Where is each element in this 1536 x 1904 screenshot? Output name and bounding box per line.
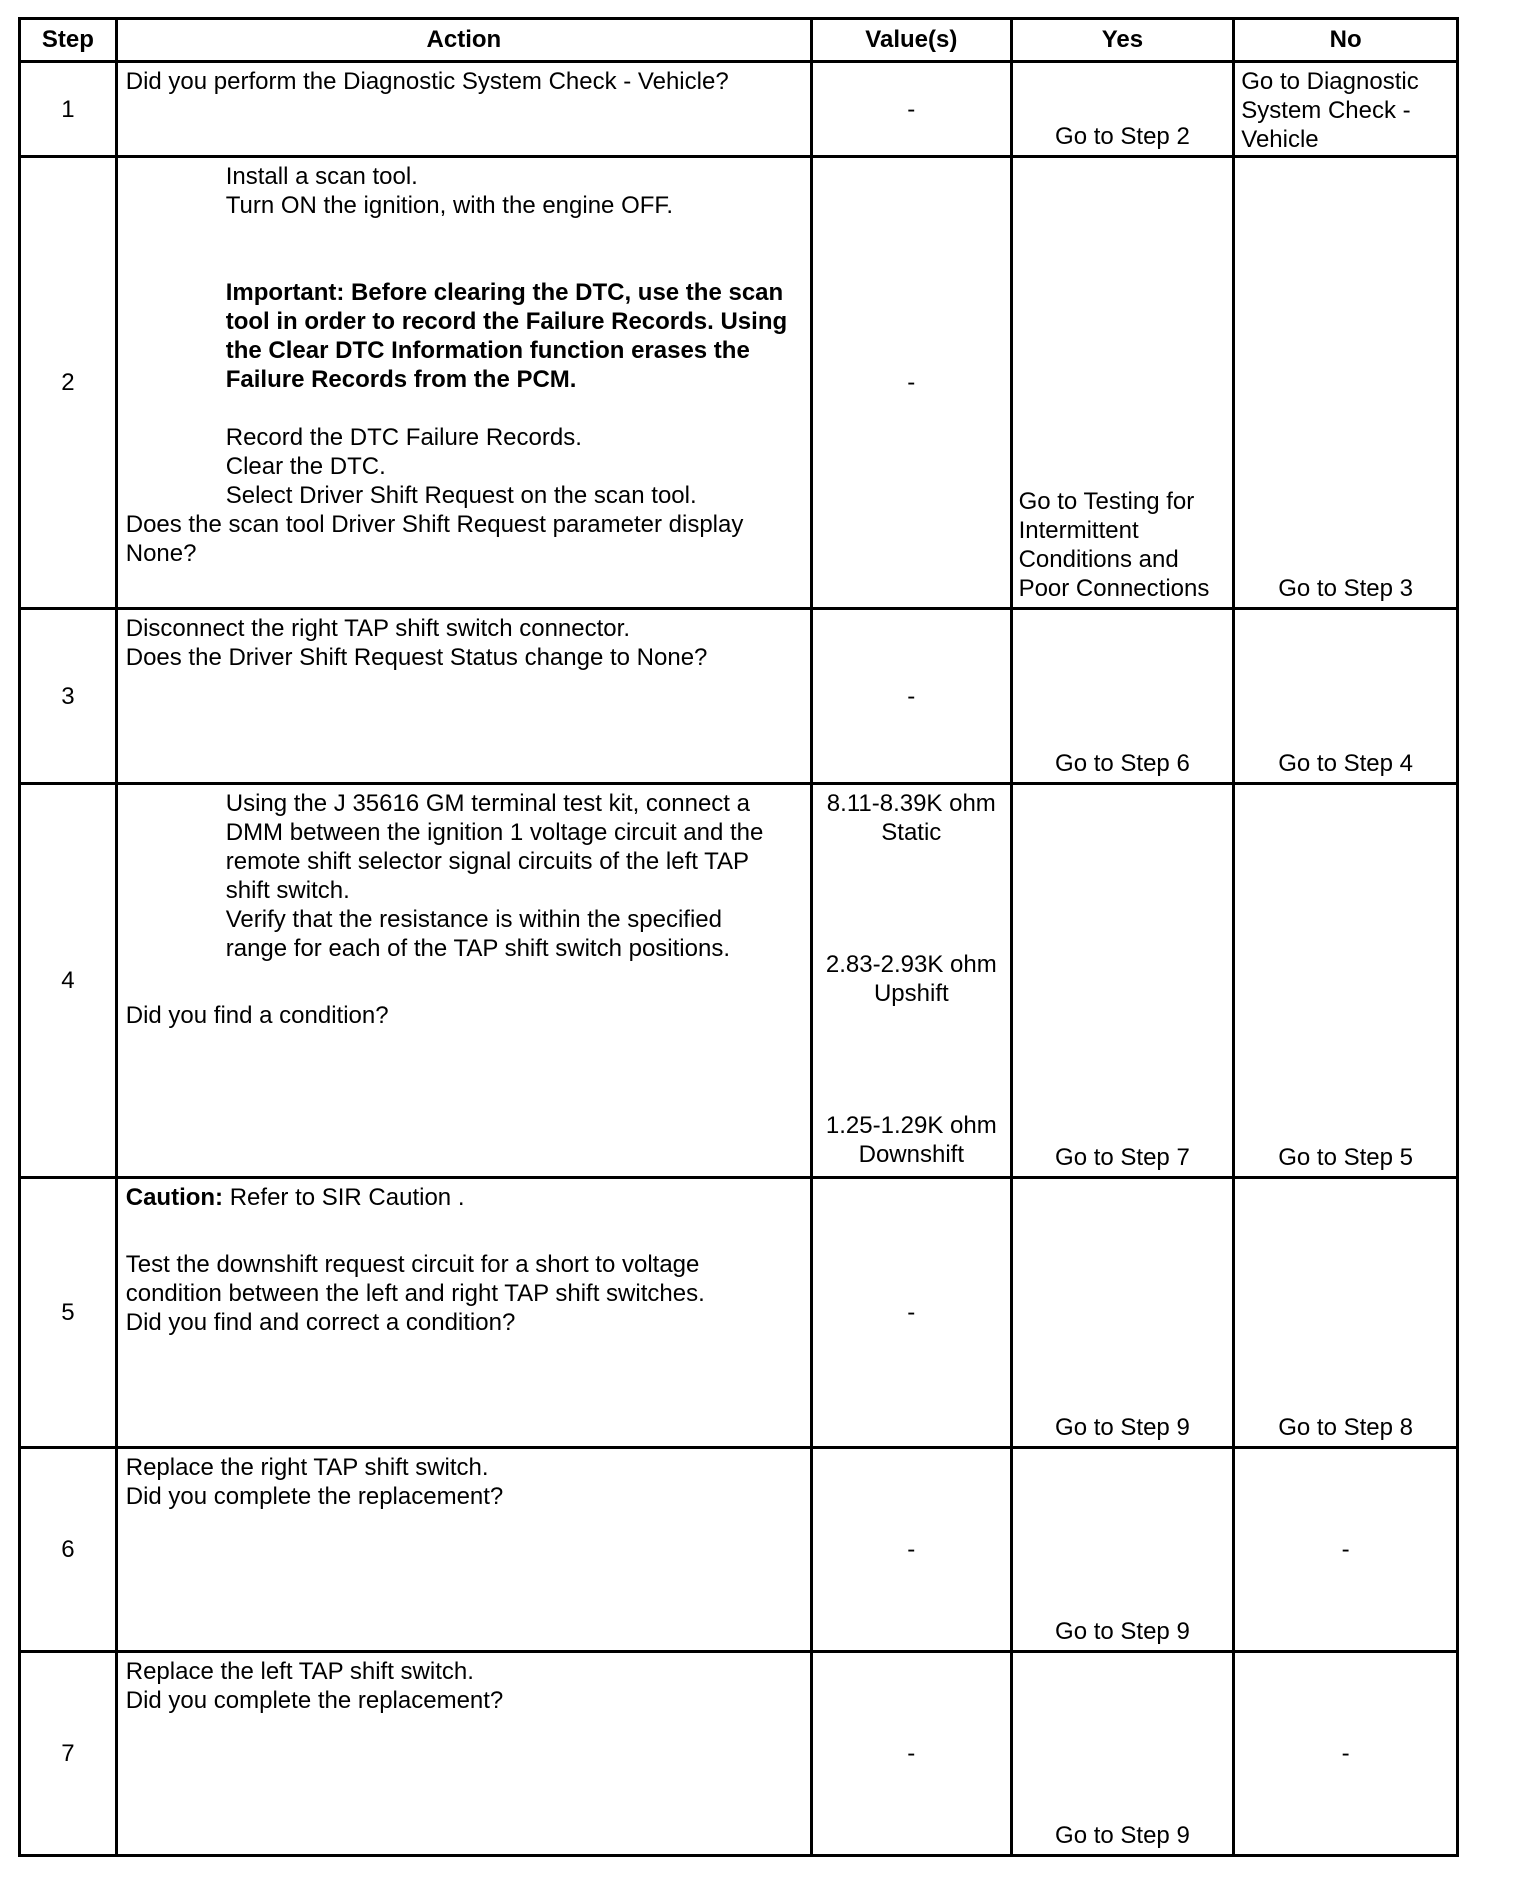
important-line: the Clear DTC Information function erases the	[225, 337, 750, 364]
no-text-line: Go to Diagnostic	[1241, 68, 1419, 95]
step-number: 3	[20, 609, 117, 784]
no-cell: -	[1234, 1448, 1458, 1652]
value-label: Static	[881, 819, 942, 846]
yes-cell	[1011, 1178, 1234, 1448]
step-number: 5	[20, 1178, 117, 1448]
yes-text: Go to Step 9	[1055, 1414, 1190, 1441]
value-range: 8.11-8.39K ohm	[826, 790, 996, 817]
step-number: 2	[20, 157, 117, 609]
no-text: Go to Step 8	[1278, 1414, 1414, 1441]
no-text: Go to Step 5	[1278, 1144, 1414, 1171]
question-text: Did you find and correct a condition?	[125, 1309, 516, 1336]
step-number: 1	[20, 62, 117, 157]
question-line: Does the scan tool Driver Shift Request parameter display	[125, 511, 744, 538]
important-line: Important: Before clearing the DTC, use the scan	[225, 279, 784, 306]
no-cell	[1234, 157, 1458, 609]
action-text: Replace the right TAP shift switch.	[125, 1454, 489, 1481]
question-text: Does the Driver Shift Request Status change to None?	[125, 644, 708, 671]
value-cell: -	[812, 62, 1012, 157]
yes-cell	[1011, 1652, 1234, 1856]
yes-text-line: Conditions and	[1018, 546, 1179, 573]
value-range: 1.25-1.29K ohm	[825, 1112, 997, 1139]
value-label: Upshift	[873, 980, 949, 1007]
header-no: No	[1234, 19, 1458, 62]
action-cell	[116, 784, 811, 1178]
table-row	[20, 609, 1458, 784]
action-cell	[116, 157, 811, 609]
value-cell: -	[812, 1178, 1012, 1448]
action-text: Replace the left TAP shift switch.	[125, 1658, 474, 1685]
yes-text: Go to Step 6	[1055, 750, 1190, 777]
action-text: Did you perform the Diagnostic System Check - Vehicle?	[125, 68, 729, 95]
action-line: condition between the left and right TAP shift switches.	[125, 1280, 705, 1307]
important-line: tool in order to record the Failure Records. Using	[225, 308, 788, 335]
step-number: 6	[20, 1448, 117, 1652]
yes-text-line: Go to Testing for	[1018, 488, 1195, 515]
value-label: Downshift	[858, 1141, 964, 1168]
action-line: Turn ON the ignition, with the engine OFF.	[225, 192, 674, 219]
action-line: Test the downshift request circuit for a short to voltage	[125, 1251, 700, 1278]
header-action: Action	[116, 19, 811, 62]
diagnostic-table	[18, 17, 1459, 1857]
yes-text: Go to Step 2	[1055, 123, 1190, 150]
yes-text: Go to Step 9	[1055, 1822, 1190, 1849]
header-yes: Yes	[1011, 19, 1234, 62]
step-number: 4	[20, 784, 117, 1178]
action-cell	[116, 1652, 811, 1856]
action-line: Clear the DTC.	[225, 453, 386, 480]
action-cell	[116, 609, 811, 784]
table-row	[20, 1652, 1458, 1856]
action-line: Record the DTC Failure Records.	[225, 424, 582, 451]
yes-cell	[1011, 784, 1234, 1178]
yes-cell	[1011, 1448, 1234, 1652]
question-text: Did you find a condition?	[125, 1002, 389, 1029]
no-text-line: Vehicle	[1241, 126, 1319, 153]
table-row	[20, 62, 1458, 157]
caution-text: Refer to SIR Caution .	[223, 1184, 465, 1211]
action-line: DMM between the ignition 1 voltage circuit and the	[225, 819, 764, 846]
action-line: Using the J 35616 GM terminal test kit, connect a	[225, 790, 750, 817]
action-line: Select Driver Shift Request on the scan tool.	[225, 482, 697, 509]
action-text: Disconnect the right TAP shift switch connector.	[125, 615, 630, 642]
table-row	[20, 784, 1458, 1178]
value-cell: -	[812, 157, 1012, 609]
yes-text: Go to Step 7	[1055, 1144, 1190, 1171]
no-cell	[1234, 609, 1458, 784]
question-line: None?	[125, 540, 197, 567]
caution-note	[126, 1183, 804, 1212]
important-line: Failure Records from the PCM.	[225, 366, 577, 393]
action-line: range for each of the TAP shift switch positions.	[225, 935, 731, 962]
value-cell: -	[812, 609, 1012, 784]
yes-cell	[1011, 609, 1234, 784]
table-row	[20, 1178, 1458, 1448]
no-cell	[1234, 62, 1458, 157]
header-row	[20, 19, 1458, 62]
value-cell: -	[812, 1448, 1012, 1652]
no-cell	[1234, 784, 1458, 1178]
action-cell	[116, 62, 811, 157]
header-step: Step	[20, 19, 117, 62]
step-number: 7	[20, 1652, 117, 1856]
action-line: shift switch.	[225, 877, 350, 904]
header-values: Value(s)	[812, 19, 1012, 62]
yes-text-line: Intermittent	[1018, 517, 1139, 544]
no-cell	[1234, 1178, 1458, 1448]
yes-text-line: Poor Connections	[1018, 575, 1210, 602]
yes-text: Go to Step 9	[1055, 1618, 1190, 1645]
value-cell	[812, 784, 1012, 1178]
action-cell	[116, 1448, 811, 1652]
no-text: Go to Step 3	[1278, 575, 1414, 602]
yes-cell	[1011, 157, 1234, 609]
table-row	[20, 1448, 1458, 1652]
action-line: Verify that the resistance is within the specified	[225, 906, 722, 933]
question-text: Did you complete the replacement?	[125, 1483, 504, 1510]
action-line: remote shift selector signal circuits of the left TAP	[225, 848, 750, 875]
no-cell: -	[1234, 1652, 1458, 1856]
no-text: Go to Step 4	[1278, 750, 1414, 777]
action-cell	[116, 1178, 811, 1448]
table-row	[20, 157, 1458, 609]
caution-label: Caution:	[125, 1184, 224, 1211]
yes-cell	[1011, 62, 1234, 157]
no-text-line: System Check -	[1241, 97, 1411, 124]
action-line: Install a scan tool.	[225, 163, 418, 190]
value-cell: -	[812, 1652, 1012, 1856]
value-range: 2.83-2.93K ohm	[825, 951, 997, 978]
question-text: Did you complete the replacement?	[125, 1687, 504, 1714]
